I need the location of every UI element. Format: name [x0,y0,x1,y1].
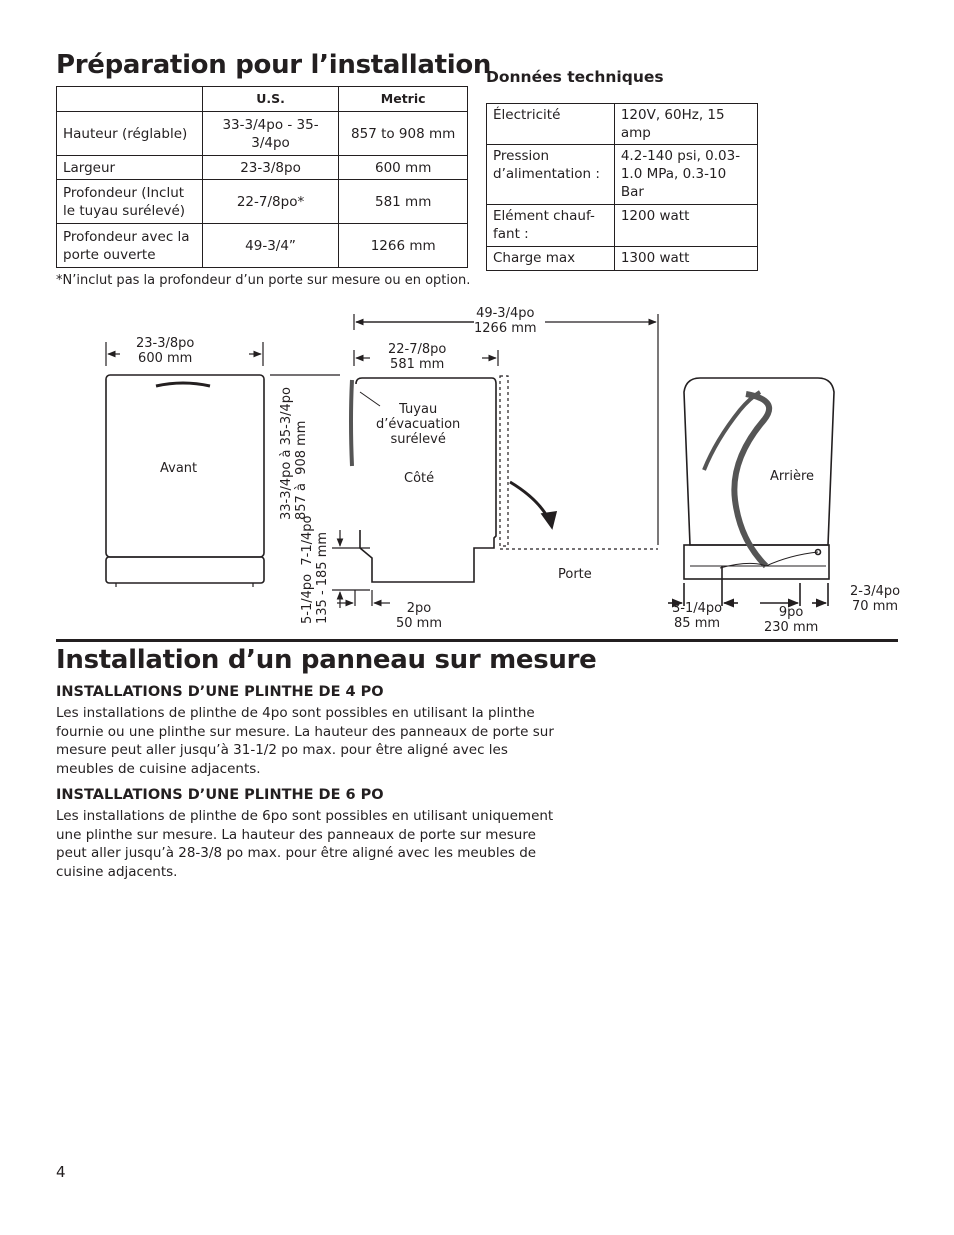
row-label: Pression d’alimentation : [487,145,615,205]
paragraph-4po: Les installations de plinthe de 4po sont possibles en utilisant la plinthe fournie ou une plinthe sur mesure. La hauteur des panneaux de porte sur mesure peut aller jusqu’à 31-1/2 po max. pour être aligné avec les meubles de cuisine adjacents. [56,705,554,777]
row-label: Profondeur (Inclut le tuyau surélevé) [57,180,203,224]
row-label: Elément chauf-fant : [487,205,615,247]
door-label: Porte [558,567,592,582]
section-divider [56,639,898,642]
height-dimension-label: 33-3/4po à 35-3/4po 857 à 908 mm [279,387,309,520]
section-title-custom-panel: Installation d’un panneau sur mesure [56,645,597,675]
open-depth-label: 49-3/4po 1266 mm [474,306,537,336]
rear-middle-dimension: 9po 230 mm [764,605,819,635]
rear-view-label: Arrière [770,469,815,484]
rear-view [668,378,834,606]
footnote: *N’inclut pas la profondeur d’un porte sur mesure ou en option. [56,273,471,288]
row-value: 4.2-140 psi, 0.03-1.0 MPa, 0.3-10 Bar [614,145,757,205]
paragraph-6po: Les installations de plinthe de 6po sont possibles en utilisant uniquement une plinthe sur mesure. La hauteur des panneaux de porte sur mesure peut aller jusqu’à 28-3/8 po max. pour être aligné avec les meubles de cuisine adjacents. [56,808,554,880]
rear-left-dimension: 3-1/4po 85 mm [672,601,723,631]
subheading-4po: INSTALLATIONS D’UNE PLINTHE DE 4 PO [56,684,384,700]
row-metric-value: 857 to 908 mm [339,112,468,156]
table-header-cell: U.S. [202,87,339,112]
side-view-label: Côté [404,471,435,486]
row-label: Hauteur (réglable) [57,112,203,156]
section-title-preparation: Préparation pour l’installation [56,50,492,80]
row-label: Charge max [487,247,615,271]
row-us-value: 49-3/4” [202,224,339,268]
toe-kick-height-label: 5-1/4po 7-1/4po 135 - 185 mm [300,515,330,624]
row-metric-value: 581 mm [339,180,468,224]
row-label: Profondeur avec la porte ouverte [57,224,203,268]
drain-hose-label: Tuyau d’évacuation surélevé [376,402,461,447]
row-label: Largeur [57,156,203,180]
row-value: 1200 watt [614,205,757,247]
subheading-6po: INSTALLATIONS D’UNE PLINTHE DE 6 PO [56,787,384,803]
row-value: 1300 watt [614,247,757,271]
toe-depth-label: 2po 50 mm [396,601,443,631]
row-us-value: 33-3/4po - 35-3/4po [202,112,339,156]
row-value: 120V, 60Hz, 15 amp [614,104,757,145]
front-view-label: Avant [160,461,198,476]
rear-right-dimension: 2-3/4po 70 mm [850,584,901,614]
row-metric-value: 600 mm [339,156,468,180]
row-metric-value: 1266 mm [339,224,468,268]
row-us-value: 23-3/8po [202,156,339,180]
row-us-value: 22-7/8po* [202,180,339,224]
tech-data-title: Données techniques [486,68,664,86]
row-label: Électricité [487,104,615,145]
front-width-label: 23-3/8po 600 mm [136,336,195,366]
depth-label: 22-7/8po 581 mm [388,342,447,372]
table-header-cell: Metric [339,87,468,112]
page-number: 4 [56,1163,66,1181]
